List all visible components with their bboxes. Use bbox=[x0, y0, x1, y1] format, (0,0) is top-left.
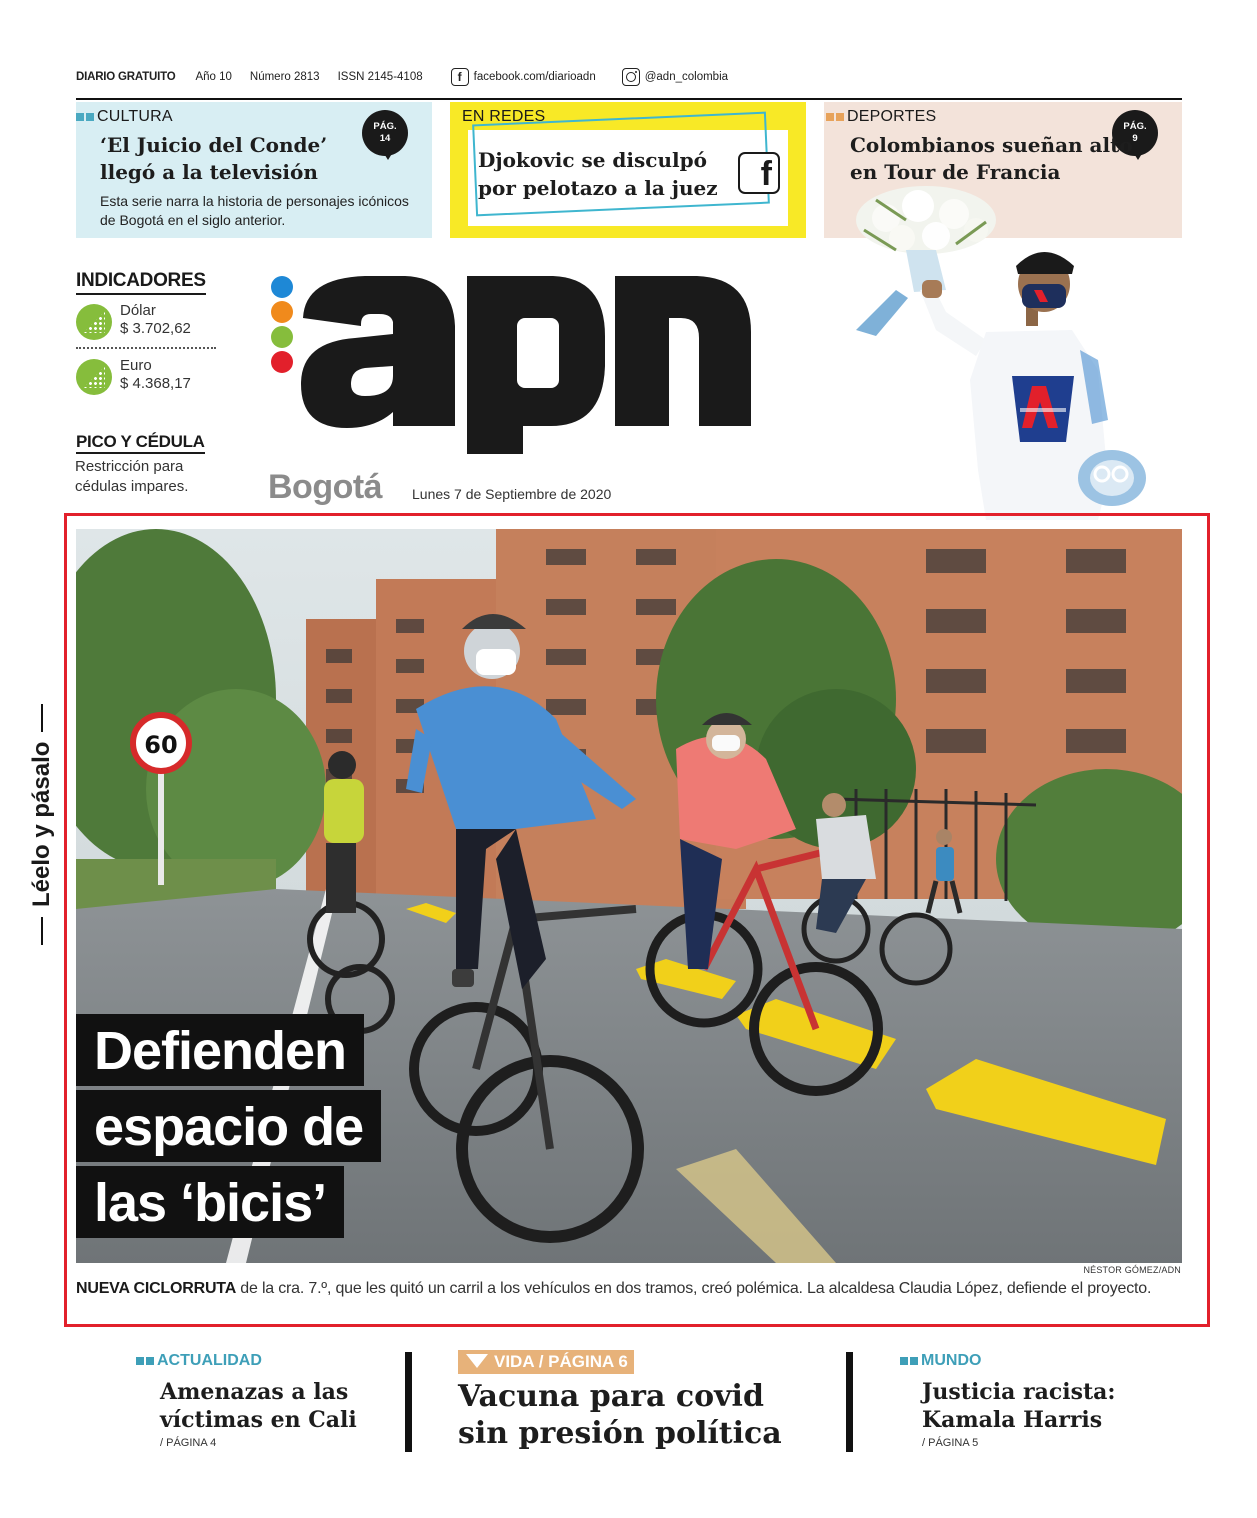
cyclist-winner-photo bbox=[836, 180, 1166, 520]
trend-up-icon bbox=[76, 359, 112, 395]
page-badge-label: PÁG. bbox=[1123, 121, 1147, 132]
main-headline bbox=[76, 1014, 381, 1242]
instagram-icon bbox=[622, 68, 640, 86]
section-square-icon bbox=[86, 113, 94, 121]
page-badge bbox=[362, 110, 408, 156]
page-badge-label: PÁG. bbox=[373, 121, 397, 132]
bottom-headline: Amenazas a las víctimas en Cali bbox=[160, 1379, 357, 1433]
indicator-name: Euro bbox=[120, 357, 152, 374]
pico-cedula-text: Restricción para cédulas impares. bbox=[75, 458, 189, 495]
section-label bbox=[76, 108, 173, 126]
edition-city: Bogotá bbox=[268, 468, 383, 506]
logo-dot bbox=[271, 326, 293, 348]
bottom-page-ref: / PÁGINA 5 bbox=[922, 1437, 979, 1449]
main-headline-line: Defienden bbox=[76, 1014, 364, 1086]
indicator-value: $ 4.368,17 bbox=[120, 375, 191, 392]
logo-dots bbox=[271, 276, 293, 376]
caption-text: de la cra. 7.º, que les quitó un carril a los vehículos en dos tramos, creó polémica. La alcaldesa Claudia López, defiende el proyecto. bbox=[236, 1280, 1152, 1297]
page-badge-number: 14 bbox=[379, 133, 391, 144]
logo-letter-a bbox=[301, 276, 455, 428]
masthead-info-bar bbox=[76, 66, 1182, 88]
section-square-icon bbox=[146, 1357, 154, 1365]
photo-credit: NÉSTOR GÓMEZ/ADN bbox=[1083, 1265, 1181, 1275]
side-label-text: Léelo y pásalo bbox=[28, 741, 55, 907]
indicators-title: INDICADORES bbox=[76, 270, 206, 295]
logo-dot bbox=[271, 276, 293, 298]
bottom-headline: Vacuna para covid sin presión política bbox=[458, 1379, 782, 1451]
indicator-divider bbox=[76, 347, 216, 349]
column-divider bbox=[846, 1352, 853, 1452]
main-headline-line: espacio de bbox=[76, 1090, 381, 1162]
section-tag bbox=[458, 1350, 634, 1374]
instagram-handle: @adn_colombia bbox=[644, 71, 729, 83]
logo-dot bbox=[271, 301, 293, 323]
issue-number: Número 2813 bbox=[249, 71, 320, 83]
dash-decoration bbox=[41, 917, 43, 945]
dash-decoration bbox=[41, 704, 43, 732]
logo-dot bbox=[271, 351, 293, 373]
section-square-icon bbox=[900, 1357, 908, 1365]
section-square-icon bbox=[76, 113, 84, 121]
page-badge-number: 9 bbox=[1132, 133, 1138, 144]
facebook-link[interactable] bbox=[451, 68, 596, 86]
teaser-cultura[interactable] bbox=[76, 102, 432, 238]
section-square-icon bbox=[836, 113, 844, 121]
facebook-icon: f bbox=[738, 152, 780, 194]
logo-letter-n bbox=[615, 276, 751, 426]
section-label bbox=[900, 1352, 981, 1370]
bottom-page-ref: / PÁGINA 4 bbox=[160, 1437, 217, 1449]
section-name: MUNDO bbox=[921, 1352, 982, 1369]
section-name: DEPORTES bbox=[847, 108, 937, 125]
edition-date: Lunes 7 de Septiembre de 2020 bbox=[412, 486, 612, 502]
adn-logo[interactable] bbox=[295, 226, 765, 476]
pico-cedula-title: PICO Y CÉDULA bbox=[76, 432, 205, 454]
indicator-value: $ 3.702,62 bbox=[120, 320, 191, 337]
section-square-icon bbox=[826, 113, 834, 121]
section-square-icon bbox=[136, 1357, 144, 1365]
section-label bbox=[826, 108, 936, 126]
section-square-icon bbox=[910, 1357, 918, 1365]
issn: ISSN 2145-4108 bbox=[337, 71, 423, 83]
facebook-icon: f bbox=[451, 68, 469, 86]
bouquet-image bbox=[856, 186, 996, 336]
teaser-headline: ‘El Juicio del Conde’ llegó a la televisión bbox=[100, 133, 328, 184]
section-name: EN REDES bbox=[462, 108, 546, 125]
indicator-euro bbox=[76, 357, 216, 403]
section-label bbox=[136, 1352, 262, 1370]
section-name: ACTUALIDAD bbox=[157, 1352, 262, 1369]
trend-up-icon bbox=[76, 304, 112, 340]
photo-caption bbox=[76, 1280, 1182, 1298]
speed-sign-number: 60 bbox=[144, 731, 178, 759]
paper-type: DIARIO GRATUITO bbox=[76, 71, 176, 83]
section-name: CULTURA bbox=[97, 108, 173, 125]
top-rule bbox=[76, 98, 1182, 100]
indicator-dolar bbox=[76, 302, 216, 348]
main-headline-line: las ‘bicis’ bbox=[76, 1166, 344, 1238]
teaser-description: Esta serie narra la historia de personajes icónicos de Bogotá en el siglo anterior. bbox=[100, 193, 409, 228]
section-name: VIDA / PÁGINA 6 bbox=[494, 1352, 628, 1371]
bottom-headline: Justicia racista: Kamala Harris bbox=[922, 1379, 1116, 1433]
caption-lead: NUEVA CICLORRUTA bbox=[76, 1280, 237, 1297]
column-divider bbox=[405, 1352, 412, 1452]
teaser-redes[interactable] bbox=[450, 102, 806, 238]
teaser-headline: Djokovic se disculpó por pelotazo a la juez bbox=[478, 148, 718, 200]
instagram-link[interactable] bbox=[622, 68, 728, 86]
indicator-name: Dólar bbox=[120, 302, 156, 319]
facebook-handle: facebook.com/diarioadn bbox=[473, 71, 596, 83]
year: Año 10 bbox=[195, 71, 232, 83]
logo-letter-d bbox=[467, 276, 605, 454]
teaser-headline: Colombianos sueñan alto en Tour de Francia bbox=[850, 133, 1133, 184]
